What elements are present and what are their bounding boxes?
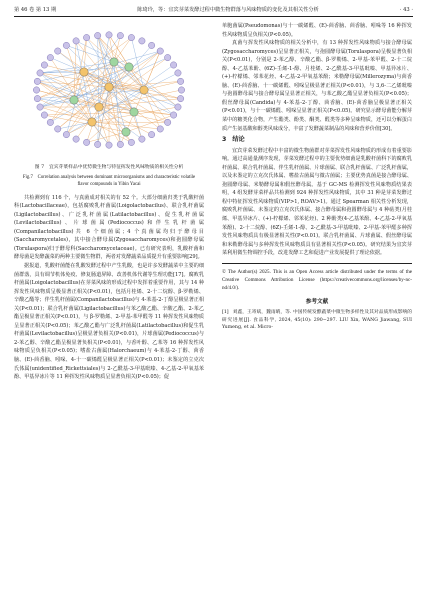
- flavor-compound-node: [63, 131, 69, 137]
- body-paragraph: 真菌与挥发性风味物质的相关分析中，有 13 种挥发性风味物质与接合酵母属(Zygosaccharomyces)呈显著正相关，与孢圆酵母属(Torulaspora)呈极显著负相关(P<0.01)，分别是 2-苯乙醇、辛酸乙酯、β-罗勒烯、2-甲基-苯甲醛、2-十二烷醇、4-乙基苯酚、(6Z)-壬烯-1-醇、月桂烯、2-乙酰基-3-甲基吡嗪、甲基异冰片、(+)-柠檬烯、邻苯花烃、4-乙基-2-甲氧基苯酚；米勒酵母属(Millerozyma)与茴香脑、(E)-茴香脑、十一碳烯醛、吲哚呈极显著正相关(P<0.01)，与 3,6-二乙烯吡嗪与孢圆酵母属与接合酵母属呈显著正相关，与苯乙酸乙酯呈显著负相关(P<0.05)；假丝酵母属(Candida)与 4-苯基-2-丁醇、茴香脑、(E)-茴香脑呈极显著正相关(P<0.01)，与十一碳烯醛、吲哚呈显著正相关(P<0.05)。研究显示酵母菌能分解芽菜中的糖类化合物，产生酯类、酚类、酮类、醛类等多种呈味物质，还可以分解蛋白质产生氨基酸和醇类风味成分，丰富了发酵蔬菜制品的风味和营养价值[30]。: [222, 40, 412, 132]
- flavor-compound-node: [177, 95, 183, 101]
- flavor-compound-node: [33, 87, 39, 93]
- section-heading: [222, 136, 412, 145]
- divider: [222, 263, 412, 264]
- flavor-compound-node: [139, 38, 145, 44]
- header-issue: 第 46 卷 第 13 期: [14, 7, 57, 13]
- flavor-compound-node: [128, 139, 134, 145]
- microorganism-node: [130, 108, 138, 116]
- flavor-compound-node: [117, 32, 123, 38]
- body-paragraph: 单胞菌属(Pseudomonas)与十一碳烯醛、(E)-茴香脑、茴香脑、吲哚等 16 种挥发性风味物质呈负相关(P<0.05)。: [222, 23, 412, 38]
- correlation-network-figure: [14, 22, 204, 162]
- flavor-compound-node: [117, 141, 123, 147]
- flavor-compound-node: [94, 32, 100, 38]
- network-edge: [84, 38, 87, 72]
- reference-index: [1]: [222, 310, 229, 316]
- microorganism-node: [105, 83, 113, 91]
- flavor-compound-node: [170, 62, 176, 68]
- flavor-compound-node: [106, 32, 112, 38]
- flavor-compound-node: [41, 112, 47, 118]
- flavor-compound-node: [177, 78, 183, 84]
- flavor-compound-node: [148, 42, 154, 48]
- header-title: 陈琦玲，等：宜宾芽菜发酵过程中微生物群落与风味物质的变化及其相关性分析: [137, 7, 319, 13]
- flavor-compound-node: [83, 34, 89, 40]
- microorganism-node: [80, 68, 88, 76]
- left-column: [14, 22, 204, 382]
- flavor-compound-node: [34, 95, 40, 101]
- network-diagram: [14, 22, 204, 162]
- microorganism-node: [125, 63, 133, 71]
- flavor-compound-node: [83, 139, 89, 145]
- reference-text: 刘鑫，王寄斌，魏雨晴，等. 中国传统发酵蔬菜中微生物多样性及其对品质形成影响的研究进展[J]. 食品科学, 2024, 45(10): 290−297. LIU Xin, WANG Jiawang, SUI Yumeng, et al. Micro-: [222, 310, 412, 330]
- flavor-compound-node: [175, 104, 181, 110]
- flavor-compound-node: [178, 87, 184, 93]
- body-paragraph: 宜宾芽菜发酵过程中丰富的微生物菌群对芽菜挥发性风味物质的形成有着重要影响。通过高通量测序发现，芽菜发酵过程中的主要优势细菌是乳酸杆菌科下的腐败乳杆菌属、联合乳杆菌属、伴生乳杆菌属、片球菌属、联合乳杆菌属、广泛乳杆菌属，以及未鉴定的立克次氏体属、嗜盐古菌属与微古菌属；主要优势真菌是接合酵母属、孢圆酵母属、米勒酵母属和假丝酵母属。基于 GC-MS 检测挥发性风味物质结果表明，4 组发酵芽菜样品共检测到 924 种挥发性风味物质，其中 31 种是芽菜发酵过程中特征挥发性风味物质(VIP>1, ROAV>1)。通过 Spearman 相关性分析发现，腐败乳杆菌属、未鉴定的立克次氏体属、接合酵母属和孢圆酵母属与 4 种萜类(月桂烯、甲基异冰片、(+)-柠檬烯、邻苯花烃)、2 种酚类(4-乙基苯酚、4-乙基-2-甲氧基苯酚)、2-十二烷醇、(6Z)-壬烯-1-醇、2-乙酰基-3-甲基吡嗪、2-甲基-苯甲醛多种挥发性风味物质具有极显著相关性(P<0.01)。联合乳杆菌属、片球菌属、假丝酵母属和米勒酵母属与多种挥发性风味物质具有显著相关性(P<0.05)。研究结果为宜宾芽菜利用微生物调控手段，改进发酵工艺和促进产业发展提供了理论依据。: [222, 147, 412, 257]
- flavor-compound-node: [63, 42, 69, 48]
- figure-caption-en: Fig.7 Correlation analysis between dominant microorganisms and characteristic volatile flavor compounds in Yibin Yacai: [22, 174, 196, 187]
- flavor-compound-node: [47, 119, 53, 125]
- flavor-compound-node: [73, 38, 79, 44]
- flavor-compound-node: [148, 131, 154, 137]
- header-page-number: · 43 ·: [399, 7, 413, 13]
- body-paragraph: 据报道，乳酸杆菌能在乳酸发酵过程中产生乳酸，也是许多发酵蔬菜中主要的细菌群落，具有调节机体免疫、修复肠道屏障、改善机体代谢等生理功能[17]。腐败乳杆菌属(Loigolactobacillus)在芽菜风味的形成过程中发挥着重要作用，其与 14 种挥发性风味物质呈极显著正相关(P<0.01)，包括月桂烯、2-十二烷醇、β-罗勒烯、辛酸乙酯等；伴生乳杆菌属(Companilactobacillus)与 4-苯基-2-丁醇呈极显著正相关(P<0.01)；联合乳杆菌属(Ligilactobacillus)与苯乙酸乙酯、辛酸乙酯、2-苯乙酯呈极显著正相关(P<0.01)，与 β-罗勒烯、2-甲基-苯甲醛等 11 种挥发性风味物质呈显著正相关(P<0.05)；苯乙酸乙酯与广泛乳杆菌属(Latilactobacillus)和促生乳杆菌属(Levilactobacillus)呈极显著负相关(P<0.01)，片球菌属(Pediococcus)与 2-苯乙醇、辛酸乙酯呈极显著负相关(P<0.01)，与香叶醇、乙苯等 16 种挥发性风味物质呈负相关(P<0.05)；嗜盐古菌属(Halorchaeum)与 4-苯基-2-丁醇、茴香脑、(E)-茴香脑、吲哚、4-十一碳烯醛呈极显著正相关(P<0.01)；未鉴定的立克次氏体属(unidentified_Rickettsiales)与 2-乙酰基-3-甲基吡嗪、4-乙基-2-甲氧基苯酚、甲基异冰片等 11 种挥发性风味物质呈显著负相关(P<0.05)；促: [14, 262, 204, 381]
- flavor-compound-node: [139, 136, 145, 142]
- section-number: 3: [222, 136, 227, 144]
- flavor-compound-node: [157, 48, 163, 54]
- flavor-compound-node: [47, 54, 53, 60]
- running-header: [14, 5, 413, 17]
- flavor-compound-node: [157, 126, 163, 132]
- flavor-compound-node: [170, 112, 176, 118]
- network-edge: [114, 38, 131, 62]
- microorganism-node: [88, 118, 96, 126]
- reference-item: [222, 309, 412, 331]
- flavor-compound-node: [164, 119, 170, 125]
- flavor-compound-node: [37, 104, 43, 110]
- microorganism-node: [110, 58, 118, 66]
- flavor-compound-node: [34, 78, 40, 84]
- flavor-compound-node: [164, 54, 170, 60]
- references-title: 参考文献: [305, 298, 329, 305]
- flavor-compound-node: [41, 62, 47, 68]
- flavor-compound-node: [37, 70, 43, 76]
- flavor-compound-node: [106, 142, 112, 148]
- body-paragraph: 共检测到有 116 个，与真菌成对相关的有 52 个。大部分细菌归类于乳酸杆菌科(Lactobacillaceae)，包括腐败乳杆菌属(Loigolactobacilus)、联合乳杆菌属(Ligilactobacillus)、广泛乳杆菌属(Latilactobacillus)、促生乳杆菌属(Levilactobacillus)、片球菌属(Pediococcus)和伴生乳杆菌属(Companilactobacillus)共 6 个细菌属；4 个真菌属均归于酵母目(Saccharomycetales)，其中接合酵母属(Zygosaccharomyces)和孢圆酵母属(Torulaspora)归于酵母科(Saccharomycetaceae)。已有研究表明，乳酸杆菌和酵母菌是发酵蔬菜的两种主要微生物群，两者对发酵蔬菜品质提升有重要影响[29]。: [14, 194, 204, 261]
- flavor-compound-node: [175, 70, 181, 76]
- network-edge: [144, 73, 178, 90]
- flavor-compound-node: [55, 126, 61, 132]
- microorganism-node: [70, 96, 78, 104]
- network-edge: [58, 122, 92, 129]
- microorganism-node: [122, 128, 130, 136]
- section-title: 结论: [232, 136, 245, 144]
- license-statement: © The Author(s) 2025. This is an Open Access article distributed under the terms of the Creative Commons Attribution License (https://creativecommons.org/licenses/by-nc-nd/4.0/).: [222, 268, 412, 291]
- flavor-compound-node: [94, 141, 100, 147]
- network-edge: [50, 58, 84, 72]
- flavor-compound-node: [73, 136, 79, 142]
- microorganism-node: [95, 103, 103, 111]
- flavor-compound-node: [128, 34, 134, 40]
- figure-caption-cn: 图 7 宜宾芽菜样品中优势微生物与特征挥发性风味物质的相关性分析: [34, 165, 184, 170]
- right-column: [222, 22, 412, 331]
- microorganism-node: [140, 86, 148, 94]
- flavor-compound-node: [55, 48, 61, 54]
